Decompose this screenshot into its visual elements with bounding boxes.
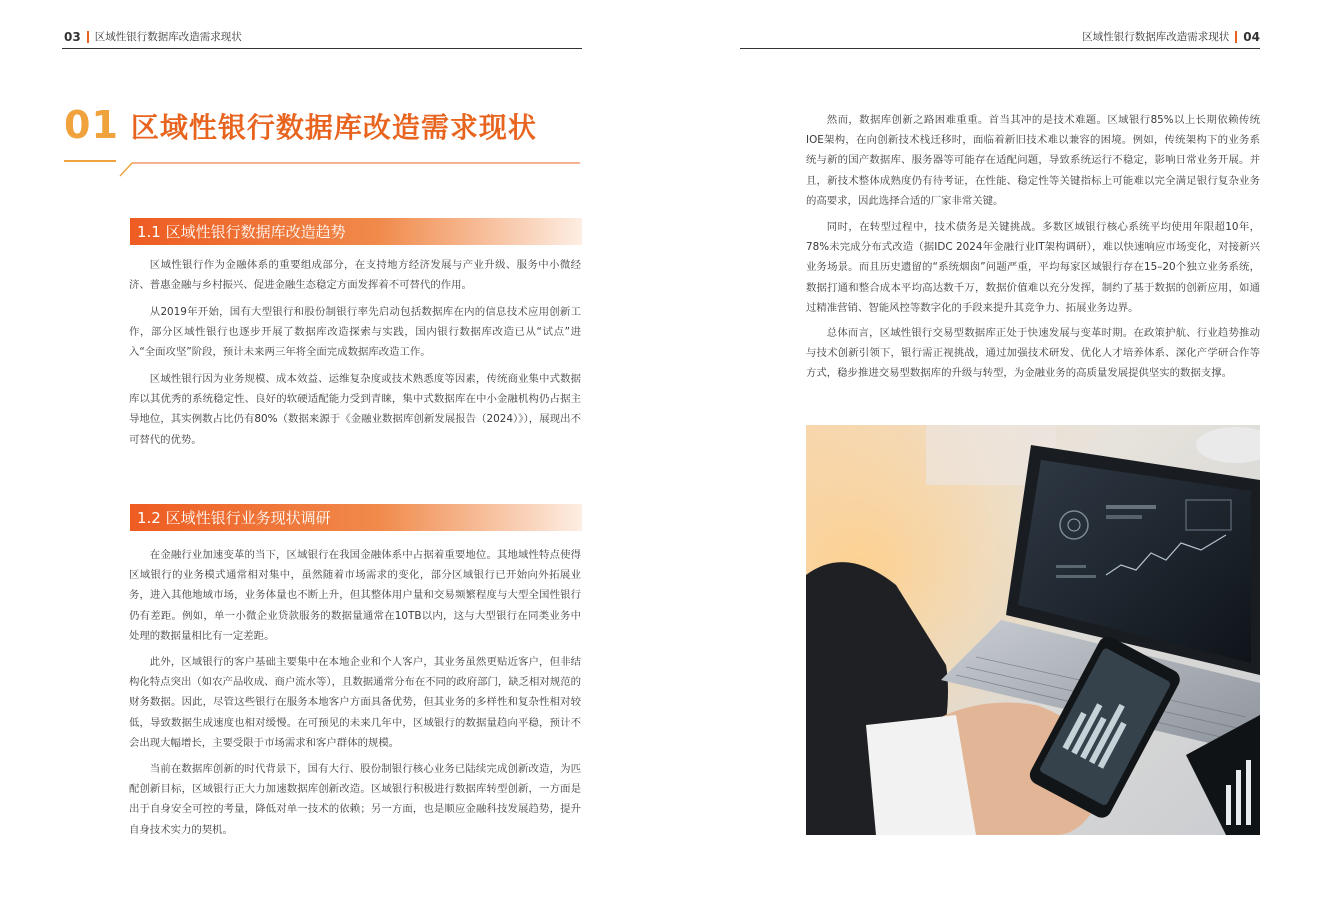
chapter-heading [64, 103, 537, 147]
header-divider [87, 31, 89, 43]
section-heading-text: 1.2 区域性银行业务现状调研 [137, 509, 331, 527]
header-rule [740, 48, 1260, 49]
chapter-number: 01 [64, 103, 119, 147]
paragraph: 同时，在转型过程中，技术债务是关键挑战。多数区域银行核心系统平均使用年限超10年，78%未完成分布式改造（据IDC 2024年金融行业IT架构调研），难以快速响应市场变化，对接新兴业务场景。而且历史遗留的“系统烟囱”问题严重，平均每家区域银行存在15–20个独立业务系统，数据打通和整合成本平均高达数千万，数据价值难以充分发挥，制约了基于数据的创新应用，如通过精准营销、智能风控等数字化的手段来提升其竞争力、拓展业务边界。 [806, 221, 1260, 314]
photo-laptop-smartphone [806, 425, 1260, 835]
paragraph: 总体而言，区域性银行交易型数据库正处于快速发展与变革时期。在政策护航、行业趋势推动与技术创新引领下，银行需正视挑战，通过加强技术研发、优化人才培养体系、深化产学研合作等方式，稳步推进交易型数据库的升级与转型，为金融业务的高质量发展提供坚实的数据支撑。 [806, 327, 1260, 380]
left-running-title: 区域性银行数据库改造需求现状 [94, 31, 242, 43]
chapter-title: 区域性银行数据库改造需求现状 [130, 111, 537, 145]
paragraph: 然而，数据库创新之路困难重重。首当其冲的是技术难题。区域银行85%以上长期依赖传统IOE架构，在向创新技术栈迁移时，面临着新旧技术难以兼容的困境。例如，传统架构下的业务系统与新的国产数据库、服务器等可能存在适配问题，导致系统运行不稳定，影响日常业务开展。并且，新技术整体成熟度仍有待考证，在性能、稳定性等关键指标上可能难以完全满足银行复杂业务的高要求，因此选择合适的厂家非常关键。 [806, 114, 1260, 207]
right-running-title: 区域性银行数据库改造需求现状 [1082, 31, 1230, 43]
header-divider [1235, 31, 1237, 43]
paragraph: 在金融行业加速变革的当下，区域银行在我国金融体系中占据着重要地位。其地域性特点使得区域银行的业务模式通常相对集中，虽然随着市场需求的变化，部分区域银行已开始向外拓展业务，进入其他地域市场，业务体量也不断上升，但其整体用户量和交易频繁程度与大型全国性银行仍有差距。例如，单一小微企业贷款服务的数据量通常在10TB以内，这与大型银行在同类业务中处理的数据量相比有一定差距。 [129, 549, 581, 642]
left-page-number: 03 [64, 29, 81, 44]
header-rule [62, 48, 582, 49]
section-heading-1-2 [130, 504, 582, 531]
paragraph: 区域性银行作为金融体系的重要组成部分，在支持地方经济发展与产业升级、服务中小微经济、普惠金融与乡村振兴、促进金融生态稳定方面发挥着不可替代的作用。 [129, 259, 581, 292]
paragraph: 区域性银行因为业务规模、成本效益、运维复杂度或技术熟悉度等因素，传统商业集中式数据库以其优秀的系统稳定性、良好的软硬适配能力受到青睐，集中式数据库在中小金融机构仍占据主导地位，其实例数占比仍有80%（数据来源于《金融业数据库创新发展报告（2024）》），展现出不可替代的优势。 [129, 373, 581, 446]
left-page [0, 0, 661, 898]
section-heading-text: 1.1 区域性银行数据库改造趋势 [137, 223, 346, 241]
photo-illustration [806, 425, 1260, 835]
right-running-header [1082, 29, 1260, 44]
paragraph: 当前在数据库创新的时代背景下，国有大行、股份制银行核心业务已陆续完成创新改造，为匹配创新目标，区域银行正大力加速数据库创新改造。区域银行积极进行数据库转型创新，一方面是出于自身安全可控的考量，降低对单一技术的依赖；另一方面，也是顺应金融科技发展趋势，提升自身技术实力的契机。 [129, 763, 581, 836]
chapter-underline [64, 160, 584, 180]
section-heading-1-1 [130, 218, 582, 245]
left-running-header [64, 29, 242, 44]
paragraph: 从2019年开始，国有大型银行和股份制银行率先启动包括数据库在内的信息技术应用创新工作，部分区域性银行也逐步开展了数据库改造探索与实践，国内银行数据库改造已从“试点”进入“全面攻坚”阶段，预计未来两三年将全面完成数据库改造工作。 [129, 306, 581, 359]
right-page-number: 04 [1243, 29, 1260, 44]
paragraph: 此外，区域银行的客户基础主要集中在本地企业和个人客户，其业务虽然更贴近客户，但非结构化特点突出（如农产品收成、商户流水等），且数据通常分布在不同的政府部门，缺乏相对规范的财务数据。因此，尽管这些银行在服务本地客户方面具备优势，但其业务的多样性和复杂性相对较低，导致数据生成速度也相对缓慢。在可预见的未来几年中，区域银行的数据量趋向平稳，预计不会出现大幅增长，主要受限于市场需求和客户群体的规模。 [129, 656, 581, 749]
